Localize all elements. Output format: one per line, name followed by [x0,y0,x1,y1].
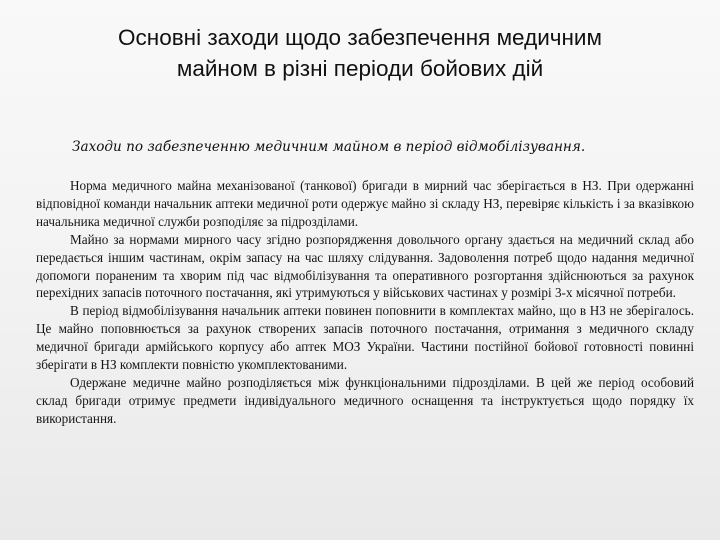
section-subtitle: Заходи по забезпеченню медичним майном в період відмобілізування. [72,139,586,155]
body-text [36,177,694,428]
paragraph-4: Одержане медичне майно розподіляється між функціональними підрозділами. В цей же період особовий склад бригади отримує предмети індивідуального медичного оснащення та інструктується щодо порядку їх використання. [36,374,694,426]
paragraph-2: Майно за нормами мирного часу згідно розпорядження довольчого органу здається на медичний склад або передається іншим частинам, окрім запасу на час шляху слідування. Задоволення потреб щодо надання медичної допомоги пораненим та хворим під час відмобілізування та оперативного розгортання здійснюються за рахунок перехідних запасів поточного постачання, які утримуються у військових частинах у розмірі 3-х місячної потреби. [36,231,694,301]
slide-title-line-1: Основні заходи щодо забезпечення медичним [118,25,602,50]
slide-title [0,22,720,84]
slide-title-line-2: майном в різні періоди бойових дій [176,56,544,81]
paragraph-1: Норма медичного майна механізованої (танкової) бригади в мирний час зберігається в НЗ. При одержанні відповідної команди начальник аптеки медичної роти одержує майно зі складу НЗ, перевіряє кількість і за вказівкою начальника медичної служби розподіляє за підрозділами. [36,178,694,229]
paragraph-3: В період відмобілізування начальник аптеки повинен поповнити в комплектах майно, що в НЗ не зберігалось. Це майно поповнюється за рахунок створених запасів поточного постачання, отримання з медичного складу медичної бригади армійського корпусу або аптек МОЗ України. Частини постійної бойової готовності повинні зберігати в НЗ комплекти повністю укомплектованими. [36,303,694,373]
